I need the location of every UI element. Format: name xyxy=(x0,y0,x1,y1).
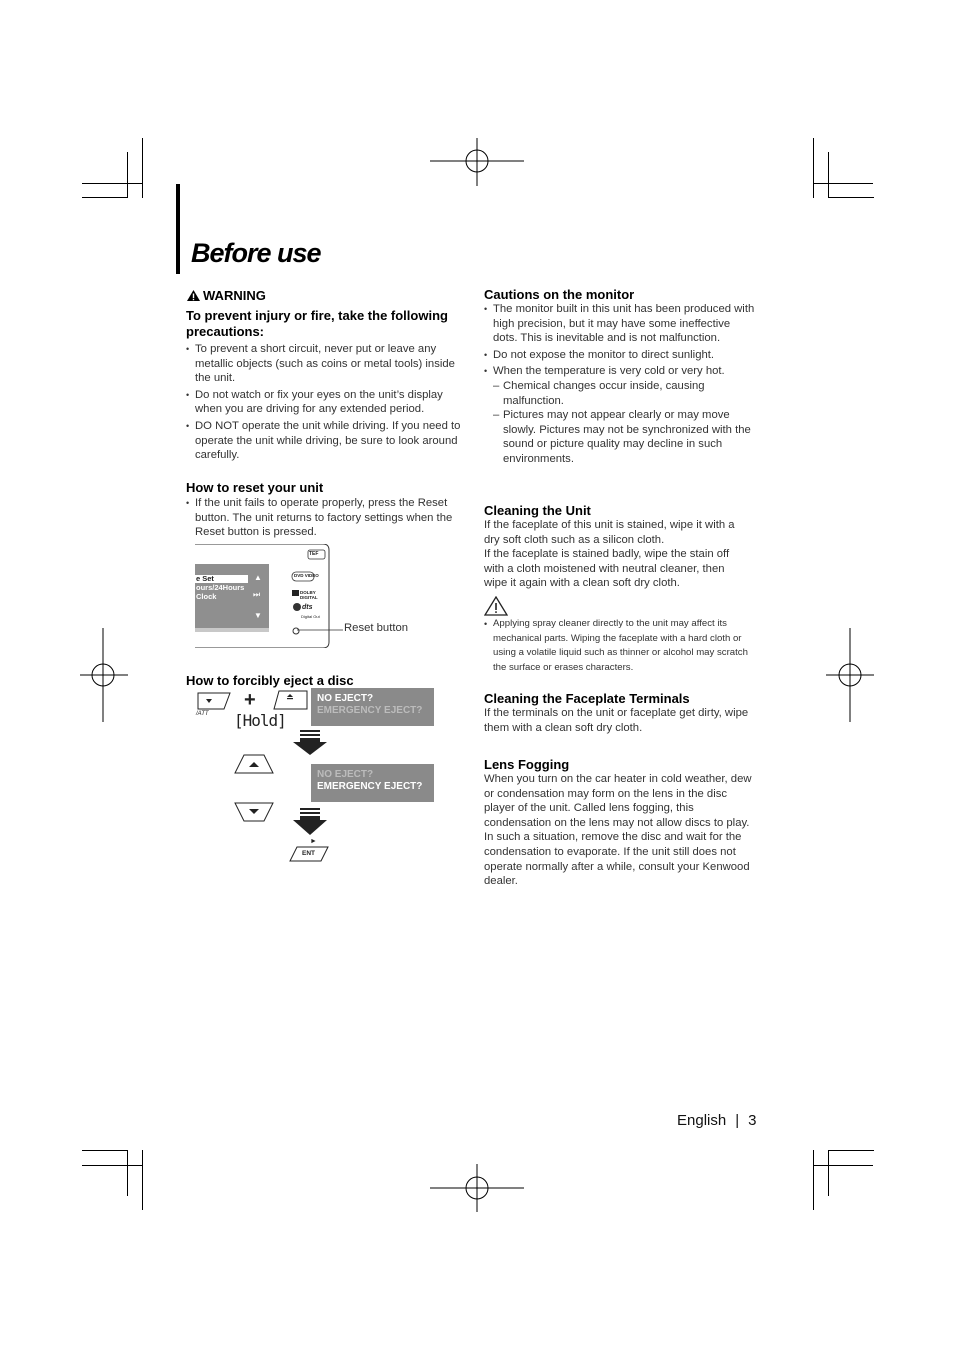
list-item: • If the unit fails to operate properly, press the Reset button. The unit returns to factory settings when the Reset button is pressed. xyxy=(186,496,466,540)
digital-out-logo: Digital Out xyxy=(301,614,320,619)
cleaning-terminals-para: If the terminals on the unit or faceplate get dirty, wipe them with a clean soft dry cloth. xyxy=(484,707,749,734)
warning-label-row xyxy=(186,288,466,303)
eject-heading: How to forcibly eject a disc xyxy=(186,673,354,688)
cleaning-unit-para-1: If the faceplate of this unit is stained, wipe it with a dry soft cloth such as a silicon cloth. xyxy=(484,519,735,546)
display-line-2: ours/24Hours xyxy=(196,583,245,592)
ent-label: ENT xyxy=(302,850,315,857)
monitor-section xyxy=(484,287,756,469)
registration-mark-top xyxy=(430,138,524,186)
monitor-heading: Cautions on the monitor xyxy=(484,287,635,302)
sub-item: – Chemical changes occur inside, causing malfunction. xyxy=(493,379,756,408)
reset-section xyxy=(186,480,466,542)
att-label: /ATT xyxy=(196,711,209,717)
list-item: • DO NOT operate the unit while driving. If you need to operate the unit while driving, be sure to look around carefully. xyxy=(186,419,466,463)
display-line-3: Clock xyxy=(196,592,217,601)
cleaning-unit-para-2: If the faceplate is stained badly, wipe the stain off with a cloth moistened with neutral cleaner, then wipe it again with a clean soft dry cloth. xyxy=(484,548,730,590)
monitor-list xyxy=(484,302,756,467)
cleaning-terminals-heading: Cleaning the Faceplate Terminals xyxy=(484,691,690,706)
reset-button-label: Reset button xyxy=(344,622,409,634)
cleaning-terminals-section xyxy=(484,691,750,735)
cleaning-unit-section xyxy=(484,503,750,591)
list-item xyxy=(484,364,756,466)
warning-label: WARNING xyxy=(203,288,266,303)
screen-line-emergency-eject: EMERGENCY EJECT? xyxy=(317,705,423,716)
page-title: Before use xyxy=(191,238,321,268)
skip-forward-icon: ⏭ xyxy=(253,590,261,599)
caution-list xyxy=(484,617,750,677)
title-bar xyxy=(176,184,180,274)
flow-arrow-icon xyxy=(293,808,327,836)
page-footer xyxy=(677,1112,756,1129)
reset-list xyxy=(186,496,466,540)
list-item: • To prevent a short circuit, never put or leave any metallic objects (such as coins or metal tools) inside the unit. xyxy=(186,342,466,386)
registration-mark-bottom xyxy=(430,1164,524,1212)
down-button[interactable] xyxy=(234,802,274,822)
up-button[interactable] xyxy=(234,754,274,774)
list-item: • The monitor built in this unit has been produced with high precision, but it may have some ineffective dots. This is inevitable and is not malfunction. xyxy=(484,302,756,346)
caution-triangle-icon xyxy=(484,596,508,616)
up-arrow-icon: ▲ xyxy=(254,573,262,582)
page-number: 3 xyxy=(748,1112,757,1129)
eject-button[interactable] xyxy=(273,690,309,710)
reset-heading: How to reset your unit xyxy=(186,480,324,495)
att-down-button[interactable] xyxy=(196,692,232,710)
play-icon: ► xyxy=(310,838,317,845)
cleaning-unit-heading: Cleaning the Unit xyxy=(484,503,591,518)
display-line-1: e Set xyxy=(196,574,214,583)
sub-item: – Pictures may not appear clearly or may move slowly. Pictures may not be synchronized with the sound or picture quality may decline in such environments. xyxy=(493,408,756,466)
reset-leader-line xyxy=(297,626,343,634)
list-item: • Applying spray cleaner directly to the unit may affect its mechanical parts. Wiping the faceplate with a hard cloth or using a volatile liquid such as thinner or alcohol may scratch the surface or erases characters. xyxy=(484,617,750,675)
list-item: • Do not expose the monitor to direct sunlight. xyxy=(484,348,756,363)
eject-screen-2 xyxy=(311,764,434,802)
down-arrow-icon: ▼ xyxy=(254,611,262,620)
eject-screen-1 xyxy=(311,688,434,726)
warning-list xyxy=(186,342,466,463)
hold-label: [Hold] xyxy=(234,711,286,730)
screen-line-no-eject: NO EJECT? xyxy=(317,769,374,780)
warning-section xyxy=(186,288,466,465)
lens-fogging-section xyxy=(484,757,758,889)
plus-sign: + xyxy=(244,689,256,711)
screen-line-emergency-eject: EMERGENCY EJECT? xyxy=(317,781,423,792)
footer-separator: | xyxy=(735,1112,740,1129)
flow-arrow-icon xyxy=(293,730,327,756)
registration-mark-left xyxy=(80,628,128,722)
lens-fogging-para: When you turn on the car heater in cold weather, dew or condensation may form on the lens in the disc player of the unit. Called lens fogging, this condensation on the lens may not allow discs to play. In such a situation, remove the disc and wait for the condensation to evaporate. If the unit still does not operate normally after a while, consult your Kenwood dealer. xyxy=(484,773,752,888)
registration-mark-right xyxy=(826,628,874,722)
lens-fogging-heading: Lens Fogging xyxy=(484,757,570,772)
footer-language: English xyxy=(677,1112,727,1129)
dts-logo: dts xyxy=(302,604,313,611)
screen-line-no-eject: NO EJECT? xyxy=(317,693,374,704)
warning-heading: To prevent injury or fire, take the following precautions: xyxy=(186,308,448,339)
tef-logo: TEF xyxy=(309,551,319,557)
dolby-logo: DOLBY DIGITAL xyxy=(300,590,318,600)
list-item-text: When the temperature is very cold or very hot. xyxy=(493,365,725,378)
list-item: • Do not watch or fix your eyes on the unit’s display when you are driving for any extended period. xyxy=(186,388,466,417)
warning-triangle-icon xyxy=(186,289,201,302)
dvd-logo: DVD VIDEO xyxy=(294,573,319,578)
